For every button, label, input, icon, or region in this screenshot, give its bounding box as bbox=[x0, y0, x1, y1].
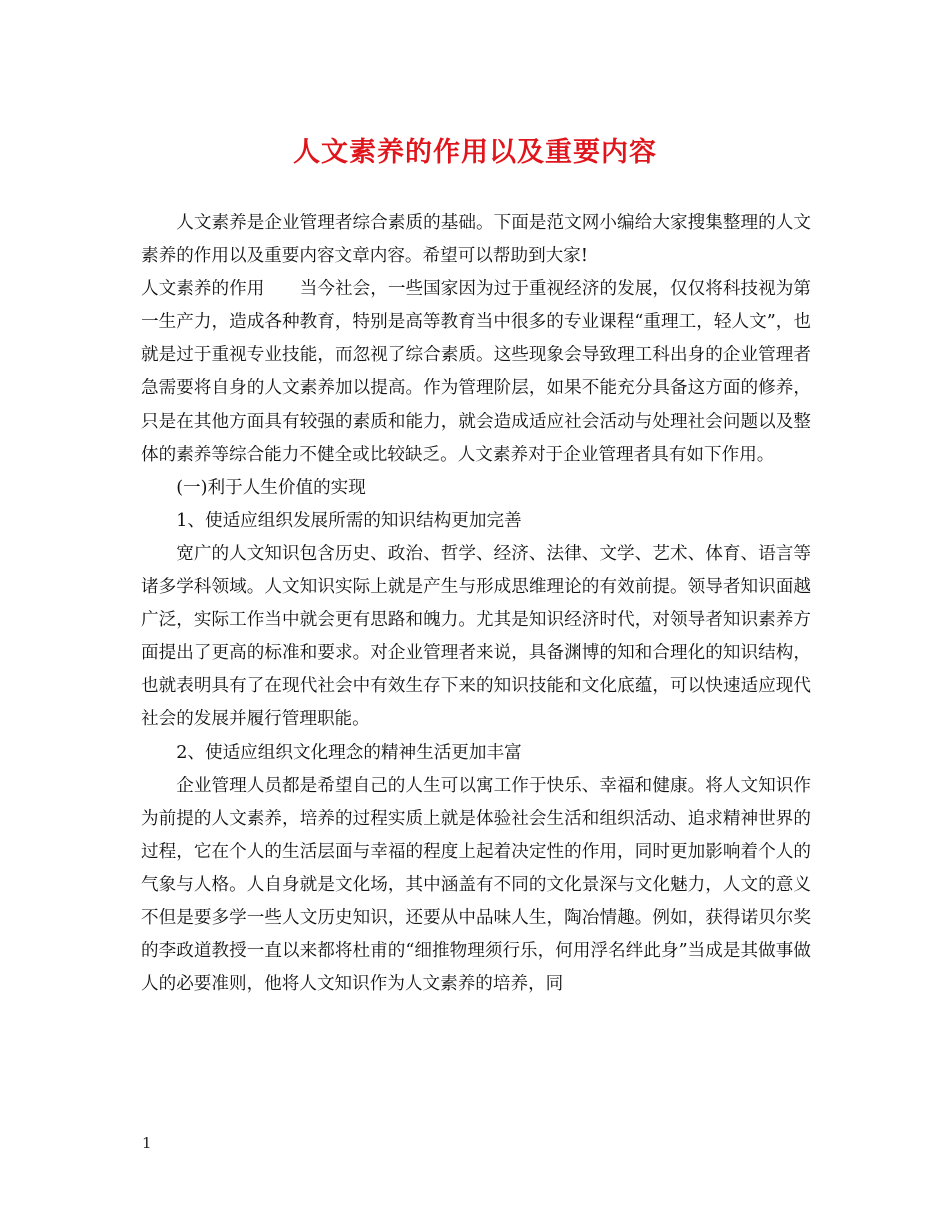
paragraph-spiritual-life: 企业管理人员都是希望自己的人生可以寓工作于快乐、幸福和健康。将人文知识作为前提的人文素养，培养的过程实质上就是体验社会生活和组织活动、追求精神世界的过程，它在个人的生活层面与幸福的程度上起着决定性的作用，同时更加影响着个人的气象与人格。人自身就是文化场，其中涵盖有不同的文化景深与文化魅力，人文的意义不但是要多学一些人文历史知识，还要从中品味人生，陶冶情趣。例如，获得诺贝尔奖的李政道教授一直以来都将杜甫的“细推物理须行乐，何用浮名绊此身”当成是其做事做人的必要准则，他将人文知识作为人文素养的培养，同 bbox=[141, 775, 811, 995]
document-body bbox=[141, 207, 811, 1001]
paragraph-intro: 人文素养是企业管理者综合素质的基础。下面是范文网小编给大家搜集整理的人文素养的作用以及重要内容文章内容。希望可以帮助到大家! bbox=[141, 213, 811, 267]
section-heading-1: (一)利于人生价值的实现 bbox=[176, 477, 366, 498]
subsection-heading-2: 2、使适应组织文化理念的精神生活更加丰富 bbox=[176, 742, 522, 763]
paragraph-role-of-humanities: 人文素养的作用 当今社会，一些国家因为过于重视经济的发展，仅仅将科技视为第一生产力，造成各种教育，特别是高等教育当中很多的专业课程“重理工，轻人文”，也就是过于重视专业技能，而忽视了综合素质。这些现象会导致理工科出身的企业管理者急需要将自身的人文素养加以提高。作为管理阶层，如果不能充分具备这方面的修养，只是在其他方面具有较强的素质和能力，就会造成适应社会活动与处理社会问题以及整体的素养等综合能力不健全或比较缺乏。人文素养对于企业管理者具有如下作用。 bbox=[141, 279, 811, 465]
paragraph-knowledge-structure: 宽广的人文知识包含历史、政治、哲学、经济、法律、文学、艺术、体育、语言等诸多学科领域。人文知识实际上就是产生与形成思维理论的有效前提。领导者知识面越广泛，实际工作当中就会更有思路和魄力。尤其是知识经济时代，对领导者知识素养方面提出了更高的标准和要求。对企业管理者来说，具备渊博的知和合理化的知识结构，也就表明具有了在现代社会中有效生存下来的知识技能和文化底蕴，可以快速适应现代社会的发展并履行管理职能。 bbox=[141, 543, 811, 730]
document-title: 人文素养的作用以及重要内容 bbox=[293, 137, 657, 168]
page-number: 1 bbox=[142, 1134, 152, 1152]
subsection-heading-1: 1、使适应组织发展所需的知识结构更加完善 bbox=[176, 510, 522, 531]
